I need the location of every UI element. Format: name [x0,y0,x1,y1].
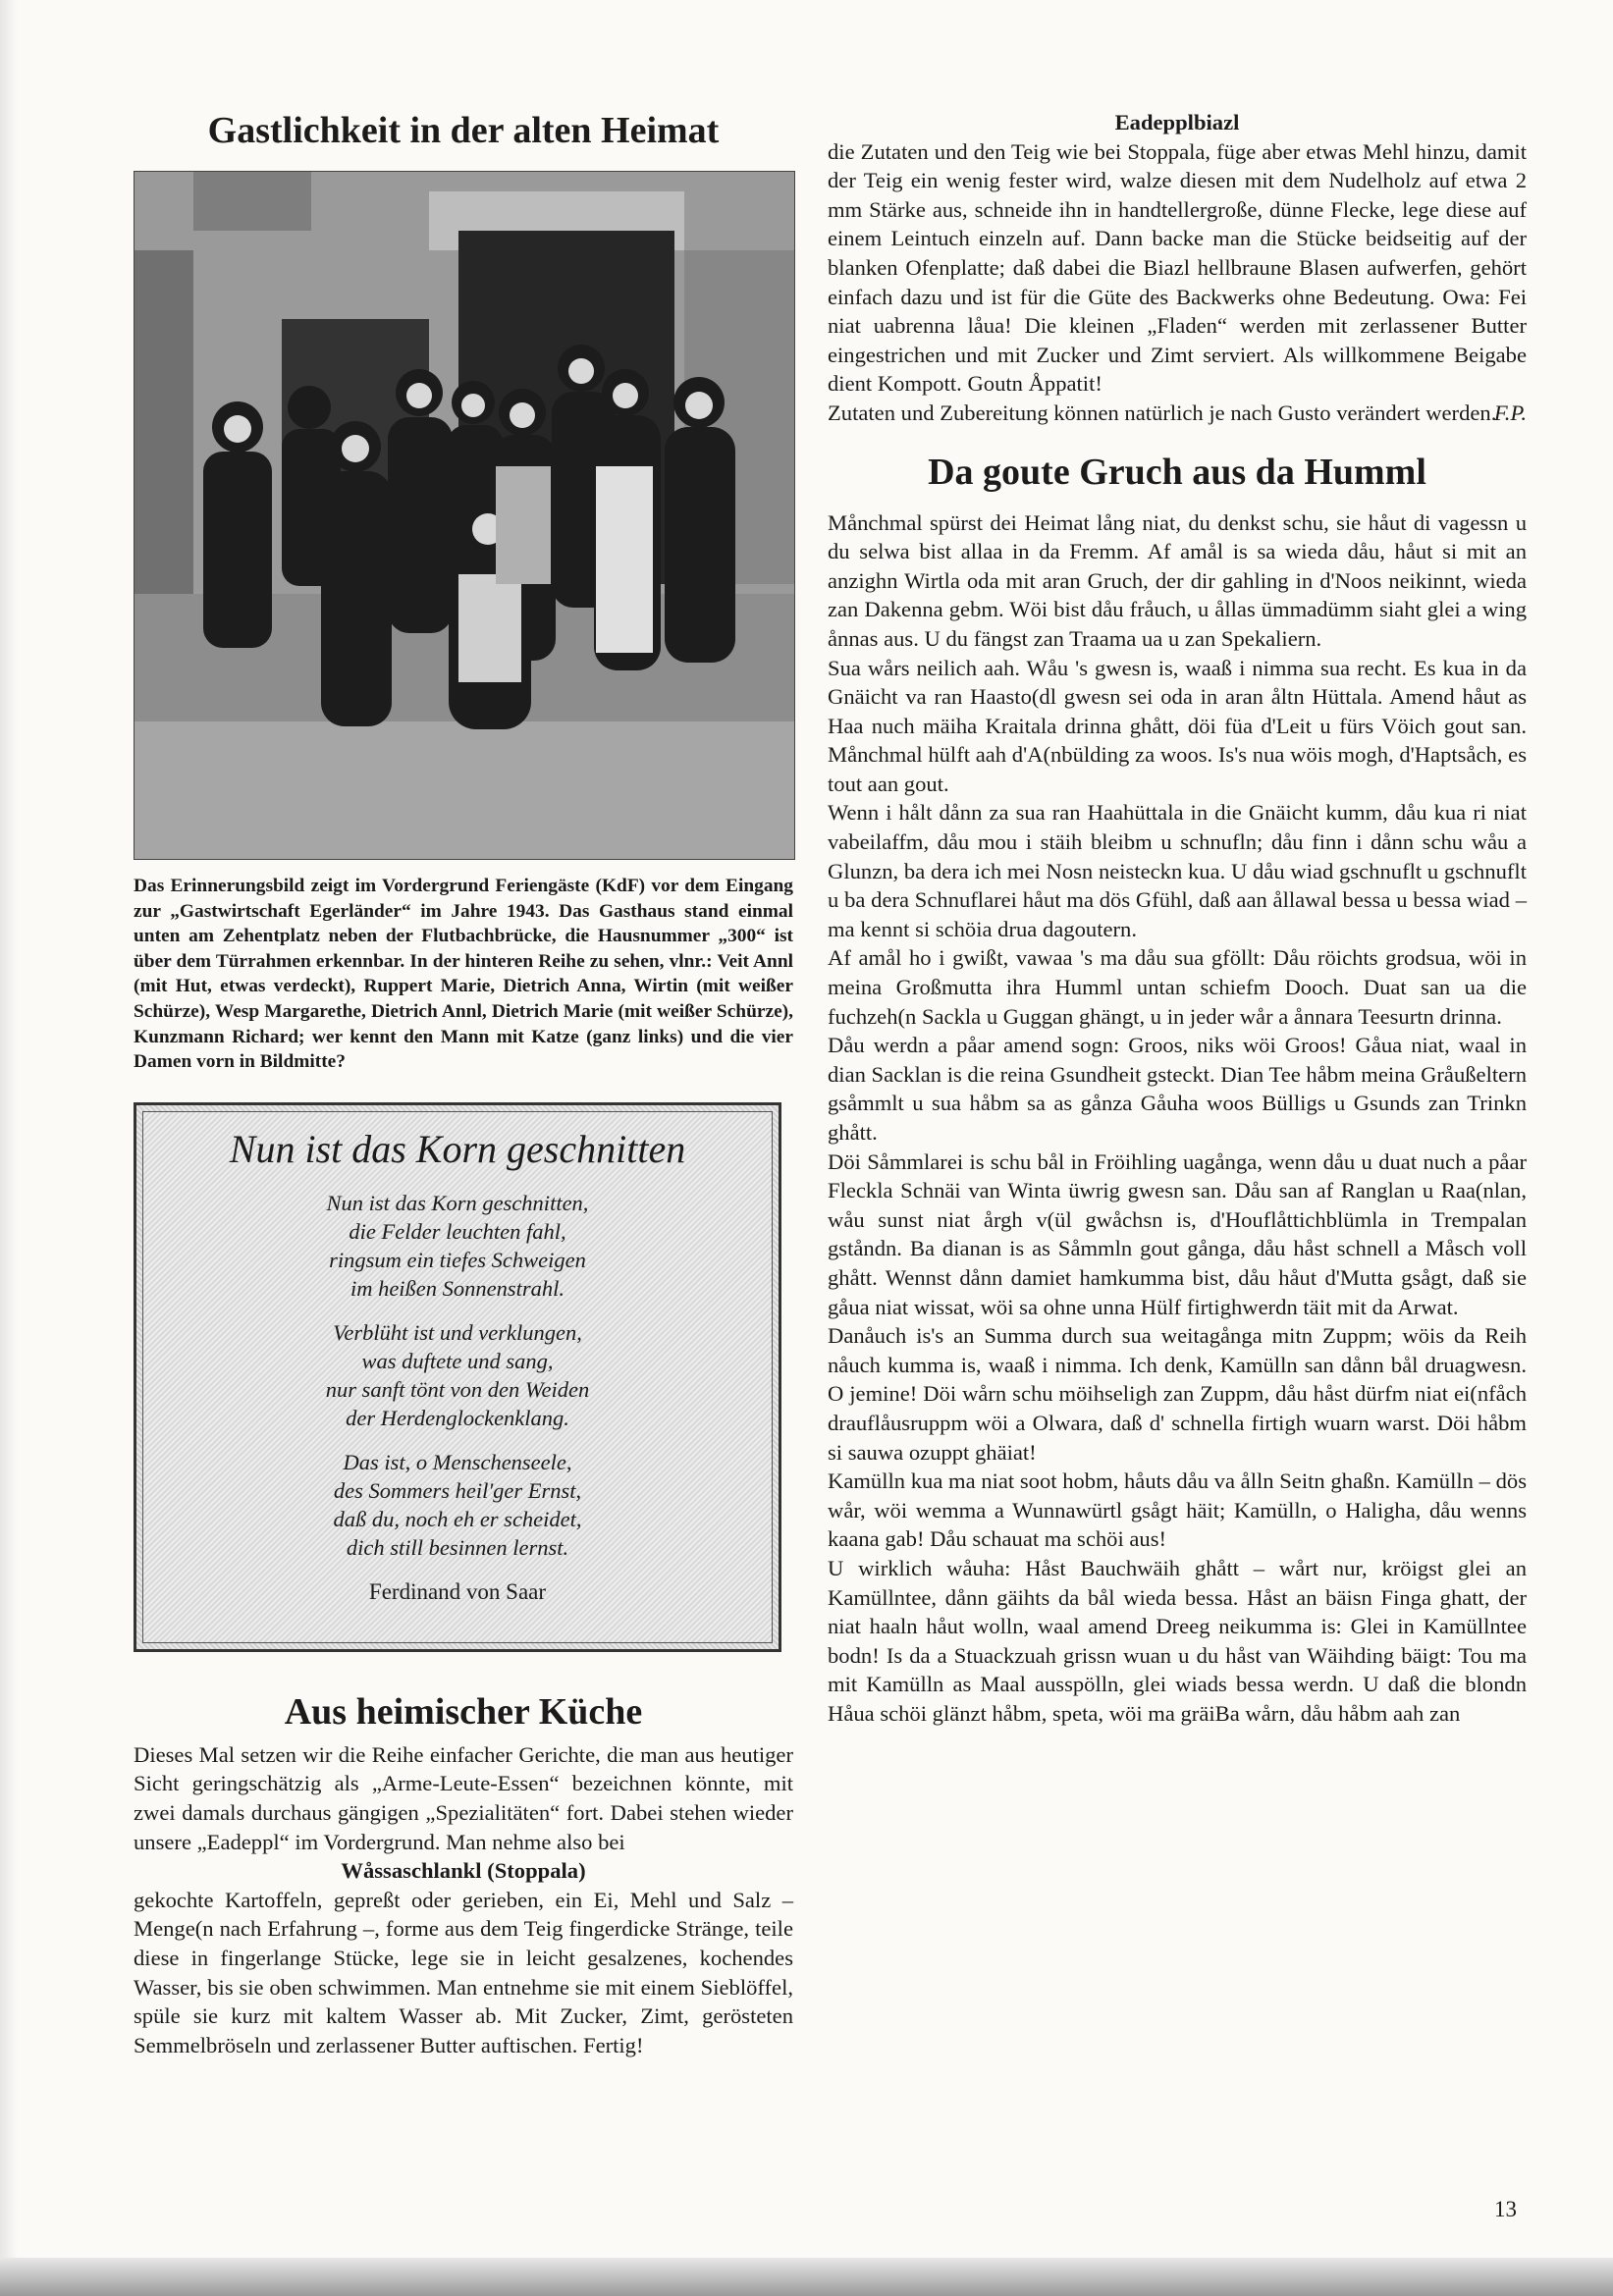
recipe-stoppala-text: gekochte Kartoffeln, gepreßt oder gerieben, ein Ei, Mehl und Salz – Menge(n nach Erfahrung –, forme aus dem Teig fingerdicke Stränge, teile diese in fingerlange Stücke, lege sie in leicht gesalzenes, kochendes Wasser, bis sie oben schwimmen. Man entnehme sie mit einem Sieblöffel, spüle sie kurz mit kaltem Wasser ab. Mit Zucker, Zimt, gerösteten Semmelbröseln und zerlassener Butter auftischen. Fertig! [134,1887,793,2057]
recipe-biazl-title: Eadepplbiazl [1114,110,1240,134]
poem-line: ringsum ein tiefes Schweigen [329,1247,586,1272]
poem-title: Nun ist das Korn geschnitten [229,1126,686,1171]
poem-line: daß du, noch eh er scheidet, [333,1506,582,1531]
scan-edge-shadow [0,2258,1613,2296]
headline: Gastlichkeit in der alten Heimat [207,110,720,151]
right-column [828,108,1527,1728]
story-paragraph: Dåu werdn a påar amend sogn: Groos, niks wöi Groos! Gåua niat, waal in dian Sacklan is die reina Gsundheit gsteckt. Dian Tee håbm meina Gråußeltern gsåmmlt u sua håbm sa as gånza Gåuha woos Bülligs u Gsunds zan Trinkn ghått. [828,1033,1527,1145]
poem-line: dich still besinnen lernst. [346,1534,569,1560]
story-paragraph: Af amål ho i gwißt, vawaa 's ma dåu sua gföllt: Dåu röichts grodsua, wöi in meina Großmutta ihra Humml untan schiefm Dooch. Duat san ua die fuchzeh(n Sackla u Guggan ghängt, u in jeder wår a ånnara Teesurtn drinna. [828,945,1527,1029]
poem-line: Nun ist das Korn geschnitten, [326,1190,589,1215]
recipe-biazl-text: die Zutaten und den Teig wie bei Stoppala, füge aber etwas Mehl hinzu, damit der Teig ein wenig fester wird, walze diesen mit dem Nudelholz auf etwa 2 mm Stärke aus, schneide ihn in handtellergroße, dünne Flecke, lege diese auf einem Leintuch einzeln auf. Dann backe man die Stücke beidseitig auf der blanken Ofenplatte; daß dabei die Biazl hellbraune Blasen aufwerfen, gehört einfach dazu und ist für die Güte des Backwerks ohne Bedeutung. Owa: Fei niat uabrenna låua! Die kleinen „Fladen“ werden mit zerlassener Butter eingestrichen und mit Zucker und Zimt serviert. Als willkommene Beigabe dient Kompott. Goutn Åppatit! [828,138,1527,397]
story-paragraph: U wirklich wåuha: Håst Bauchwäih ghått – wårt nur, kröigst glei an Kamüllntee, dånn gäihts da bål wieda bessa. Håst an bäisn Finga ghatt, der niat haaln håut wolln, waal amend Dreeg neikumma is: Glei in Kamüllntee bodn! Is da a Stuackzuah grissn wuan u du håst van Wäihding bäigt: Tou ma mit Kamülln as Maal ausspölln, glei wiads bessa werdn. U daß die blondn Håua schöi glänzt håbm, speta, wöi ma gräiBa wårn, dåu håbm aah zan [828,1555,1527,1726]
poem-line: im heißen Sonnenstrahl. [349,1275,565,1301]
poem-line: der Herdenglockenklang. [346,1405,569,1430]
poem-line: Das ist, o Menschenseele, [343,1449,572,1474]
poem-line: nur sanft tönt von den Weiden [325,1376,590,1402]
poem-author: Ferdinand von Saar [368,1578,547,1604]
kitchen-section-title: Aus heimischer Küche [284,1690,643,1733]
story-paragraph: Månchmal spürst dei Heimat lång niat, du denkst schu, sie håut di vagessn u du selwa bist allaa in da Fremm. Af amål is sa wieda dåu, håut si mit an anzighn Wirtla oda mit aran Gruch, der dir gahling in d'Noos neikinnt, wieda zan Dakenna gebm. Wöi bist dåu fråuch, u ållas ümmadümm siaht glei a wing ånnas aus. U du fängst zan Traama ua u zan Spekaliern. [828,509,1527,651]
page-number: 13 [1494,2197,1517,2221]
photo-illustration [134,172,794,859]
poem-line: was duftete und sang, [361,1348,554,1373]
recipe-note-line [828,399,1527,428]
story-paragraph: Sua wårs neilich aah. Wåu 's gwesn is, waaß i nimma sua recht. Es kua in da Gnäicht va ran Haasto(dl gwesn sei oda in aran åltn Hüttala. Amend håut as Haa nuch mäiha Kraitala drinna ghått, döi füa d'Leit u fürs Vöich gout san. Månchmal hülft aah d'A(nbülding za woos. Is's nua wöis mogh, d'Haptsåch, es tout aan gout. [828,655,1527,796]
story-paragraph: Kamülln kua ma niat soot hobm, håuts dåu va ålln Seitn ghaßn. Kamülln – dös wår, wöi wemma a Wunnawürtl gsågt häit; Kamülln, o Haligha, dåu wenns kaana gab! Dåu schauat ma schöi aus! [828,1468,1527,1552]
author-signature: F.P. [1493,400,1527,425]
poem-stanza-1 [143,1189,772,1303]
historic-photo [134,171,795,860]
story-title: Da goute Gruch aus da Humml [928,451,1426,493]
story-paragraph: Danåuch is's an Summa durch sua weitagånga mitn Zuppm; wöis da Reih nåuch kumma is, waaß i nimma. Ich denk, Kamülln san dånn bål druagwesn. O jemine! Döi wårn schu möihseligh zan Zuppm, dåu håst dürfm niat ei(nfåch drauflåusruppm wöi a Olwara, daß d' schnella firtigh wuarn warst. Döi håbm si sauwa ozuppt ghäiat! [828,1323,1527,1465]
kitchen-intro: Dieses Mal setzen wir die Reihe einfacher Gerichte, die man aus heutiger Sicht geringschätzig als „Arme-Leute-Essen“ bezeichnen könnte, mit zwei damals durchaus gängigen „Spezialitäten“ fort. Dabei stehen wieder unsere „Eadeppl“ im Vordergrund. Man nehme also bei [134,1741,793,1854]
poem-box [134,1102,781,1652]
story-paragraph: Döi Såmmlarei is schu bål in Fröihling uagånga, wenn dåu u duat nuch a påar Fleckla Schnäi van Winta üwrig gwesn san. Dåu san af Ranglan u Raa(nlan, wåu sunst niat årgh v(ül gwåchsn is, d'Houflåttichblümla in Trempalan gståndn. Ba dianan is as Såmmln gout gånga, dåu håst schnell a Måsch voll ghått. Wennst dånn damiet hamkumma bist, dåu håut d'Mutta gsågt, daß sie gåua niat wissat, wöi sa ohne unna Hülf firtighwerdn täit mit da Arwat. [828,1148,1527,1319]
poem-stanza-3 [143,1448,772,1562]
poem-stanza-2 [143,1318,772,1432]
left-column [134,108,793,2059]
poem-inner [142,1111,773,1643]
recipe-stoppala-title: Wåssaschlankl (Stoppala) [341,1858,586,1884]
scan-fold-shadow [0,0,18,2296]
recipe-note: Zutaten und Zubereitung können natürlich je nach Gusto verändert werden. [828,400,1497,425]
poem-line: die Felder leuchten fahl, [349,1218,566,1244]
poem-line: Verblüht ist und verklungen, [333,1319,582,1345]
photo-caption: Das Erinnerungsbild zeigt im Vordergrund Feriengäste (KdF) vor dem Eingang zur „Gastwirtschaft Egerländer“ im Jahre 1943. Das Gasthaus stand einmal unten am Zehentplatz neben der Flutbachbrücke, die Hausnummer „300“ ist über dem Türrahmen erkennbar. In der hinteren Reihe zu sehen, vlnr.: Veit Annl (mit Hut, etwas verdeckt), Ruppert Marie, Dietrich Anna, Wirtin (mit weißer Schürze), Wesp Margarethe, Dietrich Annl, Dietrich Marie (mit weißer Schürze), Kunzmann Richard; wer kennt den Mann mit Katze (ganz links) und die vier Damen vorn in Bildmitte? [134,876,793,1073]
story-paragraph: Wenn i hålt dånn za sua ran Haahüttala in die Gnäicht kumm, dåu kua ri niat vabeilaffm, dåu mou i stäih bleibm u schnufln; dåu finn i dånn schu wåu a Glunzn, ba dera ich mei Nosn neisteckn kua. U dåu wiad gschnuflt u gschnuflt u ba dera Schnuflarei håut ma dös Gfühl, daß aan ållawal bessa u bessa wiad – ma kennt si schöia drua dagoutern. [828,800,1527,941]
poem-line: des Sommers heil'ger Ernst, [333,1477,582,1503]
